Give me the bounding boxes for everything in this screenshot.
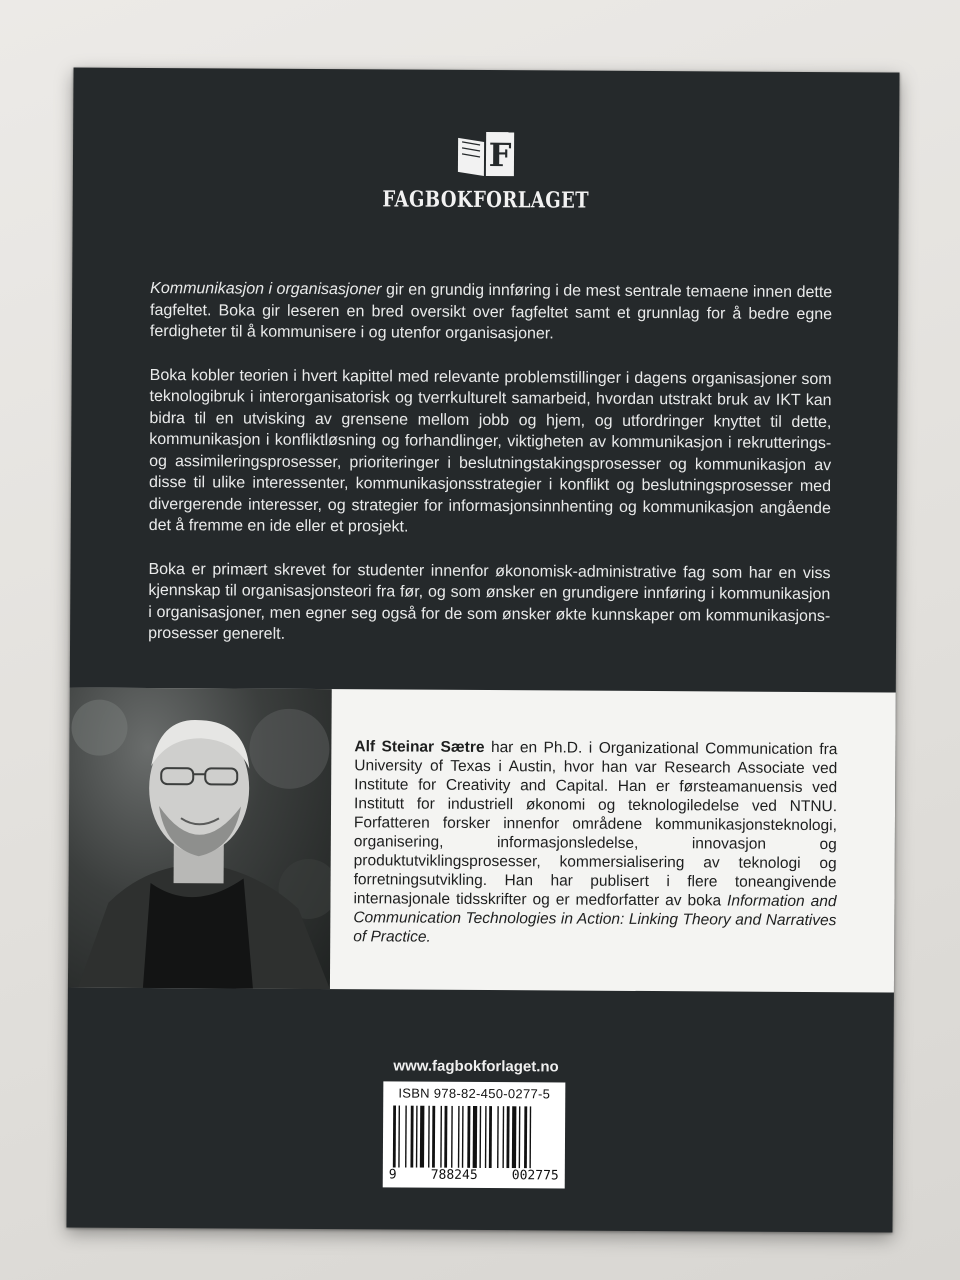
blurb-paragraph-1-text: gir en grundig innføring i de mest sentrale temaene innen dette fagfeltet. Boka gir leseren en bred oversikt over fagfeltet samt et grunnlag for å bedre egne ferdigheter til å kommunisere i og utenfor organisasjoner. bbox=[149, 281, 833, 343]
open-book-logo-icon bbox=[454, 128, 518, 178]
blurb-paragraph-1 bbox=[150, 278, 832, 347]
ean-right-group: 002775 bbox=[511, 1168, 559, 1184]
book-title-inline: Kommunikasjon i organisasjoner bbox=[150, 279, 382, 299]
book-back-cover bbox=[66, 67, 899, 1232]
author-photo bbox=[68, 687, 332, 989]
publisher-name: FAGBOKFORLAGET bbox=[382, 186, 590, 214]
blurb bbox=[148, 278, 832, 671]
author-section bbox=[68, 687, 896, 992]
barcode-bars bbox=[391, 1105, 557, 1168]
coauthored-book-title: Information and Communication Technologies in Action: Linking Theory and Narratives of Practice. bbox=[353, 892, 837, 946]
author-bio-text: har en Ph.D. i Organizational Communication fra University of Texas i Austin, hvor han var Research Associate ved Institute for Creativity and Capital. Han er førsteamanuensis ved Institutt for industriell økonomi og teknologiledelse ved NTNU. Forfatteren forsker innenfor områdene kommunikasjonsteknologi, organisering, informasjonsledelse, innovasjon og produktutviklingsprosesser, kommersialisering av teknologi og forretningsutvikling. Han har publisert i flere toneangivende internasjonale tidsskrifter og er medforfatter av boka bbox=[353, 739, 838, 910]
blurb-paragraph-3: Boka er primært skrevet for studenter innenfor økonomisk-administrative fag som har en viss kjennskap til organisasjonsteori fra før, og som ønsker en grundigere innføring i kommunikasjon i organisasjoner, men egner seg også for de som ønsker økte kunnskaper om kommunikasjons-prosesser generelt. bbox=[148, 560, 831, 643]
author-portrait-image bbox=[68, 687, 332, 989]
ean-left-group: 788245 bbox=[430, 1167, 478, 1183]
publisher-logo bbox=[73, 125, 900, 215]
blurb-paragraph-2: Boka kobler teorien i hvert kapittel med relevante problemstillinger i dagens organisasjoner som teknologibruk i interorganisatorisk og tverrkulturelt samarbeid, hvordan utstrakt bruk av IKT kan bidra til en utvisking av grensene mellom jobb og hjem, og utfordringer knyttet til dette, kommunikasjon i konfliktløsning og forhandlinger, viktigheten av kommunikasjon i rekrutterings- og assimileringsprosesser, prioriteringer i beslutningstakingsprosesser og kommunikasjon av disse til ulike interessenter, kommunikasjonsstrategier i konflikt og beslutningsprosesser med divergerende interesser, og strategier for informasjonsinnhenting og kommunikasjon angående det å fremme en ide eller et prosjekt. bbox=[148, 366, 832, 536]
author-bio bbox=[353, 737, 837, 949]
publisher-website: www.fagbokforlaget.no bbox=[393, 1057, 559, 1076]
ean-first-digit: 9 bbox=[388, 1167, 397, 1183]
isbn-label: ISBN 978-82-450-0277-5 bbox=[398, 1085, 551, 1102]
ean-digits bbox=[389, 1167, 559, 1183]
barcode bbox=[383, 1081, 566, 1188]
author-name: Alf Steinar Sætre bbox=[354, 738, 485, 757]
logo-letter: F bbox=[488, 136, 512, 175]
